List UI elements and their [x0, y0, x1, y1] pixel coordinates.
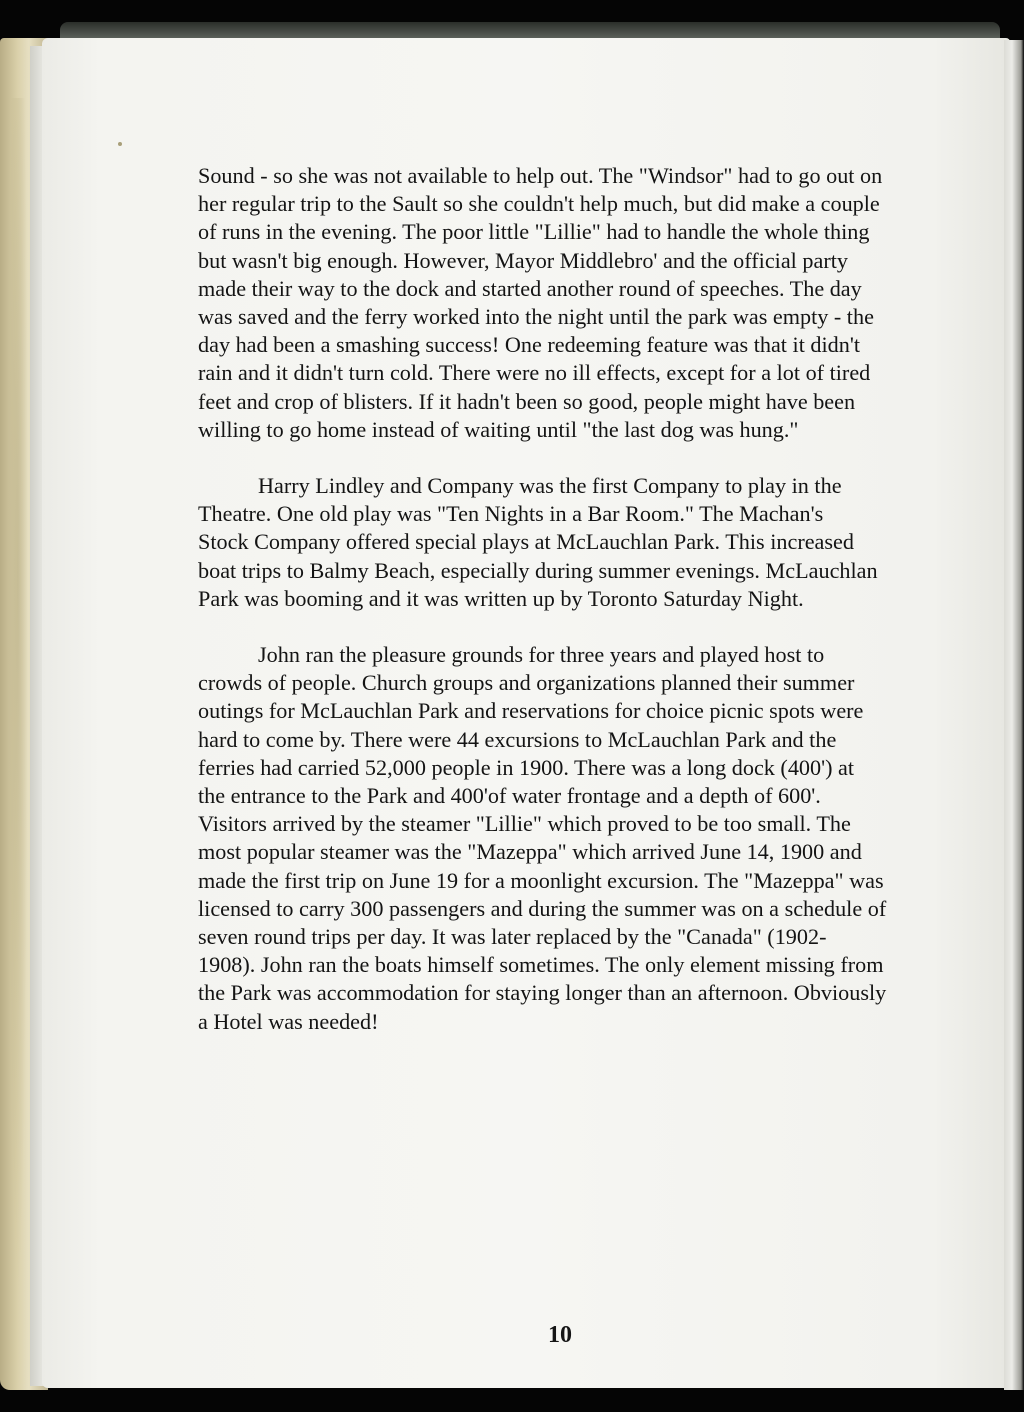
right-page-edge [1004, 40, 1024, 1390]
text-line: willing to go home instead of waiting until "the last dog was hung." [198, 416, 799, 442]
text-line: hard to come by. There were 44 excursions to McLauchlan Park and the [198, 726, 837, 752]
text-line: crowds of people. Church groups and organizations planned their summer [198, 670, 855, 696]
text-line: most popular steamer was the "Mazeppa" which arrived June 14, 1900 and [198, 839, 862, 865]
text-line: was saved and the ferry worked into the night until the park was empty - the [198, 304, 874, 330]
text-line: boat trips to Balmy Beach, especially during summer evenings. McLauchlan [198, 557, 878, 583]
paragraph-spacer [198, 444, 943, 472]
text-line: John ran the pleasure grounds for three years and played host to [258, 642, 825, 668]
text-line: the entrance to the Park and 400'of water frontage and a depth of 600'. [198, 783, 821, 809]
text-line: Park was booming and it was written up by Toronto Saturday Night. [198, 585, 804, 611]
text-line: Harry Lindley and Company was the first Company to play in the [258, 473, 842, 499]
text-line: rain and it didn't turn cold. There were no ill effects, except for a lot of tired [198, 360, 871, 386]
text-line: made the first trip on June 19 for a moonlight excursion. The "Mazeppa" was [198, 867, 884, 893]
text-line: Theatre. One old play was "Ten Nights in a Bar Room." The Machan's [198, 501, 824, 527]
paragraph-spacer [198, 613, 943, 641]
text-line: Visitors arrived by the steamer "Lillie" which proved to be too small. The [198, 811, 851, 837]
text-line: the Park was accommodation for staying longer than an afternoon. Obviously [198, 980, 887, 1006]
paper-speck [118, 142, 122, 146]
text-line: day had been a smashing success! One redeeming feature was that it didn't [198, 332, 861, 358]
paragraph-3 [198, 641, 943, 1036]
paragraph-2 [198, 472, 943, 613]
text-line: Sound - so she was not available to help out. The "Windsor" had to go out on [198, 163, 883, 188]
text-line: but wasn't big enough. However, Mayor Middlebro' and the official party [198, 247, 848, 273]
page-number: 10 [548, 1322, 572, 1348]
text-line: her regular trip to the Sault so she couldn't help much, but did make a couple [198, 191, 880, 217]
text-line: of runs in the evening. The poor little "Lillie" had to handle the whole thing [198, 219, 870, 245]
body-text [198, 162, 943, 1036]
text-line: feet and crop of blisters. If it hadn't been so good, people might have been [198, 388, 856, 414]
text-line: a Hotel was needed! [198, 1008, 379, 1034]
text-line: ferries had carried 52,000 people in 1900. There was a long dock (400') at [198, 754, 855, 780]
text-line: made their way to the dock and started another round of speeches. The day [198, 275, 862, 301]
text-line: licensed to carry 300 passengers and during the summer was on a schedule of [198, 895, 887, 921]
text-line: 1908). John ran the boats himself sometimes. The only element missing from [198, 952, 884, 978]
text-line: seven round trips per day. It was later replaced by the "Canada" (1902- [198, 924, 827, 950]
paragraph-1 [198, 162, 943, 444]
text-line: Stock Company offered special plays at McLauchlan Park. This increased [198, 529, 854, 555]
text-line: outings for McLauchlan Park and reservations for choice picnic spots were [198, 698, 864, 724]
